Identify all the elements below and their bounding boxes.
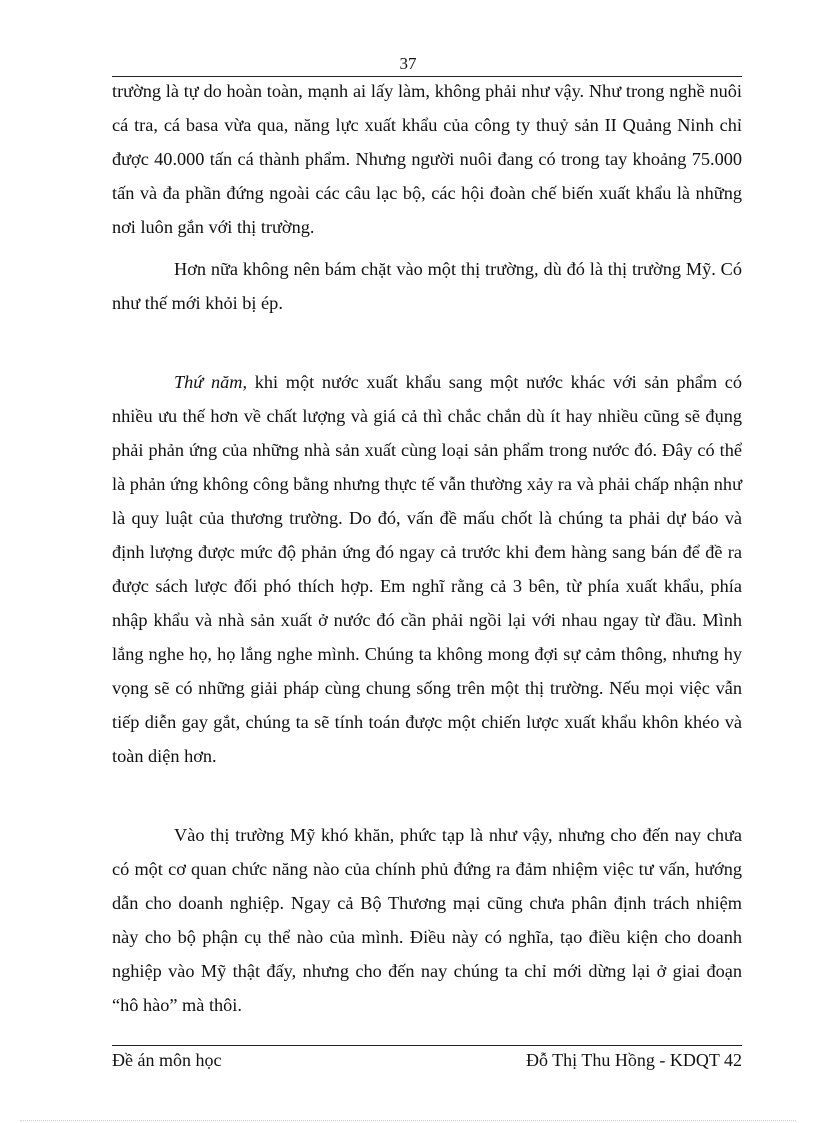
paragraph-2: Hơn nữa không nên bám chặt vào một thị trường, dù đó là thị trường Mỹ. Có như thế mới khỏi bị ép. [112, 259, 742, 313]
body-text [112, 74, 742, 1022]
footer-course-title: Đề án môn học [112, 1050, 222, 1070]
paragraph-4: Vào thị trường Mỹ khó khăn, phức tạp là như vậy, nhưng cho đến nay chưa có một cơ quan chức năng nào của chính phủ đứng ra đảm nhiệm việc tư vấn, hướng dẫn cho doanh nghiệp. Ngay cả Bộ Thương mại cũng chưa phân định trách nhiệm này cho bộ phận cụ thể nào của mình. Điều này có nghĩa, tạo điều kiện cho doanh nghiệp vào Mỹ thật đấy, nhưng cho đến nay chúng ta chỉ mới dừng lại ở giai đoạn “hô hào” mà thôi. [112, 825, 742, 1015]
footer-author: Đỗ Thị Thu Hồng - KDQT 42 [526, 1050, 742, 1070]
paragraph-3-text: khi một nước xuất khẩu sang một nước khác với sản phẩm có nhiều ưu thế hơn về chất lượng và giá cả thì chắc chắn dù ít hay nhiều cũng sẽ đụng phải phản ứng của những nhà sản xuất cùng loại sản phẩm trong nước đó. Đây có thể là phản ứng không công bằng nhưng thực tế vẫn thường xảy ra và phải chấp nhận như là quy luật của thương trường. Do đó, vấn đề mấu chốt là chúng ta phải dự báo và định lượng được mức độ phản ứng đó ngay cả trước khi đem hàng sang bán để đề ra được sách lược đối phó thích hợp. Em nghĩ rằng cả 3 bên, từ phía xuất khẩu, phía nhập khẩu và nhà sản xuất ở nước đó cần phải ngồi lại với nhau ngay từ đầu. Mình lắng nghe họ, họ lắng nghe mình. Chúng ta không mong đợi sự cảm thông, nhưng hy vọng sẽ có những giải pháp cùng chung sống trên một thị trường. Nếu mọi việc vẫn tiếp diễn gay gắt, chúng ta sẽ tính toán được một chiến lược xuất khẩu khôn khéo và toàn diện hơn. [112, 372, 742, 766]
footer-rule [112, 1045, 742, 1046]
italic-lead: Thứ năm, [174, 372, 248, 392]
paragraph-3 [112, 365, 742, 773]
page-number: 37 [399, 54, 417, 73]
page-bottom-border [20, 1120, 796, 1121]
paragraph-1: trường là tự do hoàn toàn, mạnh ai lấy làm, không phải như vậy. Như trong nghề nuôi cá tra, cá basa vừa qua, năng lực xuất khẩu của công ty thuỷ sản II Quảng Ninh chỉ được 40.000 tấn cá thành phẩm. Nhưng người nuôi đang có trong tay khoảng 75.000 tấn và đa phần đứng ngoài các câu lạc bộ, các hội đoàn chế biến xuất khẩu là những nơi luôn gắn với thị trường. [112, 81, 742, 237]
